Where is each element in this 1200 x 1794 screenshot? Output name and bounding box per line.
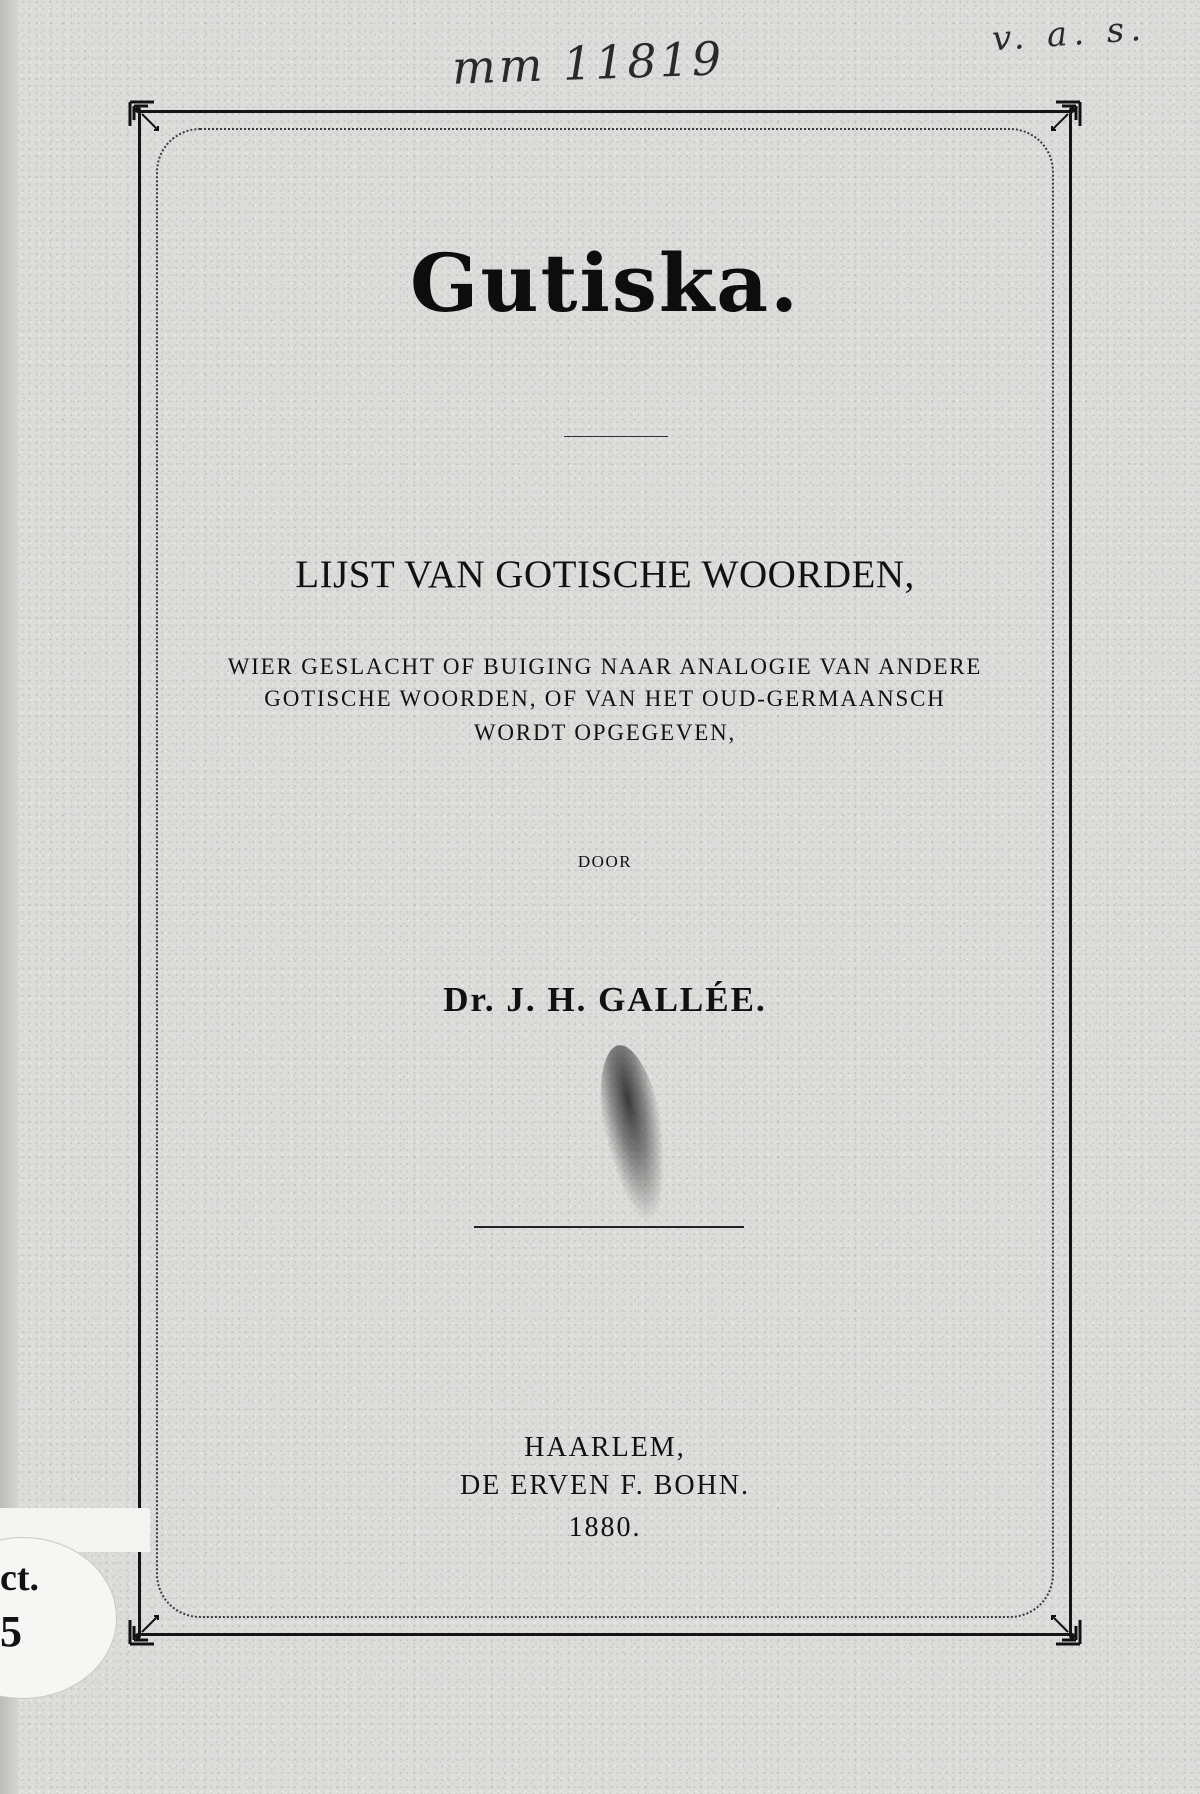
inner-dotted-frame bbox=[156, 128, 1054, 1618]
handwritten-shelfmark: mm 11819 bbox=[451, 31, 726, 95]
library-label-line: 5 bbox=[0, 1607, 22, 1656]
library-label-line: ct. bbox=[0, 1557, 40, 1599]
description-line: WORDT OPGEGEVEN, bbox=[473, 720, 737, 745]
description-line: GOTISCHE WOORDEN, OF VAN HET OUD-GERMAANSCH bbox=[264, 686, 946, 711]
imprint-city: HAARLEM, bbox=[524, 1432, 686, 1463]
title-divider bbox=[564, 436, 668, 437]
corner-ornament-icon bbox=[128, 1606, 168, 1646]
book-subtitle: LIJST VAN GOTISCHE WOORDEN, bbox=[295, 553, 915, 596]
corner-ornament-icon bbox=[1042, 100, 1082, 140]
imprint-publisher: DE ERVEN F. BOHN. bbox=[459, 1470, 751, 1501]
book-title: Gutiska. bbox=[410, 236, 800, 330]
corner-ornament-icon bbox=[1042, 1606, 1082, 1646]
imprint-year: 1880. bbox=[568, 1512, 642, 1543]
description-line: WIER GESLACHT OF BUIGING NAAR ANALOGIE VAN ANDERE bbox=[227, 654, 983, 679]
by-label: DOOR bbox=[577, 852, 633, 871]
author-name: Dr. J. H. GALLÉE. bbox=[443, 980, 767, 1019]
handwritten-corner-note: v. a. s. bbox=[990, 8, 1149, 60]
corner-ornament-icon bbox=[128, 100, 168, 140]
imprint-divider bbox=[474, 1226, 744, 1228]
